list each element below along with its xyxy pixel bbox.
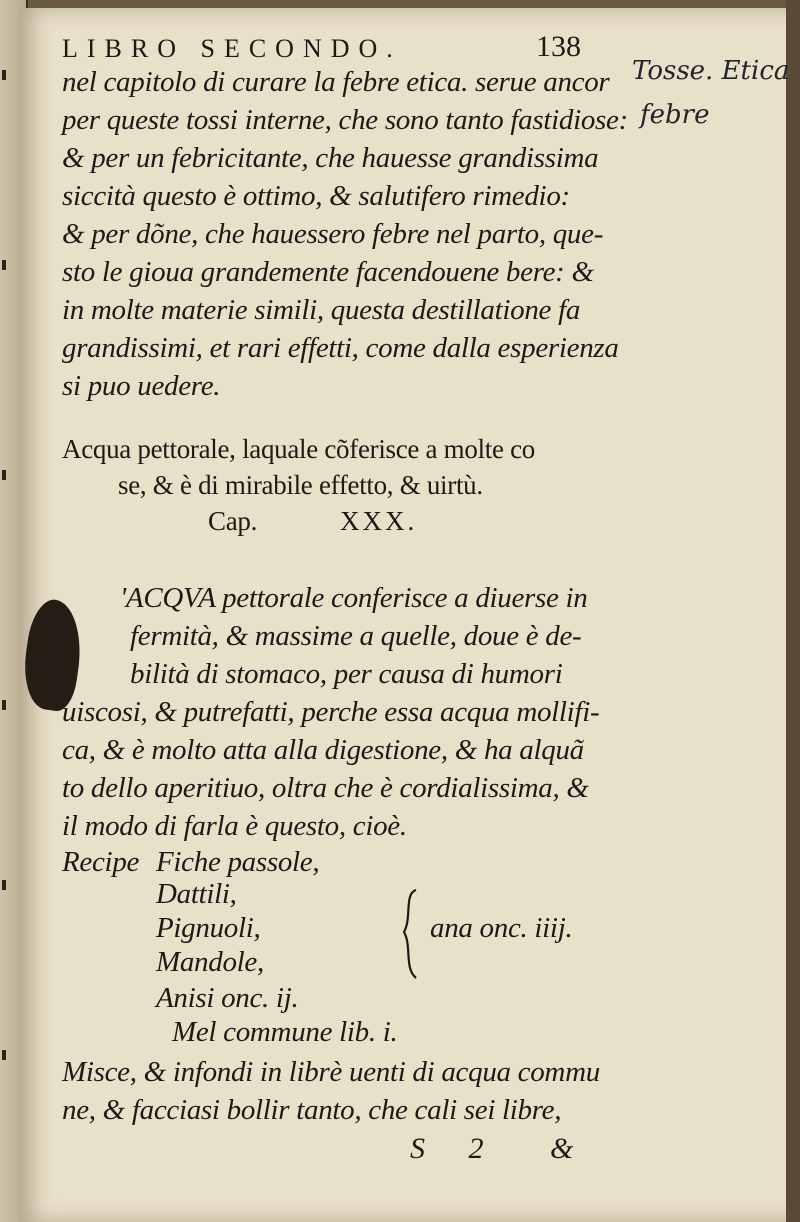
chapter-number: XXX. [340,506,418,536]
running-head: LIBRO SECONDO. [62,34,402,63]
recipe-item: Mandole, [156,946,264,978]
chapter-title-line-1: Acqua pettorale, laquale cõferisce a molte co [62,434,536,464]
chapter-body-line: 'ACQVA pettorale conferisce a diuerse in [120,582,588,614]
body-line: siccità questo è ottimo, & salutifero rimedio: [62,180,570,212]
margin-note-2: febre [640,100,710,130]
body-line: in molte materie simili, questa destillatione fa [62,294,581,326]
closing-line: ne, & facciasi bollir tanto, che cali sei libre, [62,1094,562,1126]
recipe-item: Mel commune lib. i. [172,1016,398,1048]
signature-mark: S 2 [410,1132,502,1165]
edge-mark [2,70,6,80]
recipe-item: Fiche passole, [156,846,320,878]
recipe-quantity: ana onc. iiij. [430,912,573,944]
catchword: & [550,1132,574,1165]
chapter-body-line: ca, & è molto atta alla digestione, & ha alquã [62,734,584,766]
edge-mark [2,700,6,710]
recipe-item: Dattili, [156,878,237,910]
closing-line: Misce, & infondi in librè uenti di acqua commu [62,1056,600,1088]
body-line: & per dõne, che hauessero febre nel parto, que- [62,218,604,250]
edge-mark [2,880,6,890]
body-line: grandissimi, et rari effetti, come dalla esperienza [62,332,619,364]
recipe-brace [398,888,422,980]
margin-note-1: Tosse. Etica [632,56,790,86]
page-number: 138 [536,30,581,63]
chapter-label: Cap. [208,506,258,536]
body-line: si puo uedere. [62,370,221,402]
chapter-body-line: il modo di farla è questo, cioè. [62,810,407,842]
recipe-item: Anisi onc. ij. [156,982,299,1014]
edge-mark [2,1050,6,1060]
chapter-body-line: to dello aperitiuo, oltra che è cordialissima, & [62,772,589,804]
body-line: & per un febricitante, che hauesse grandissima [62,142,599,174]
edge-mark [2,470,6,480]
recipe-label: Recipe [62,846,140,878]
chapter-body-line: uiscosi, & putrefatti, perche essa acqua mollifi- [62,696,600,728]
chapter-body-line: fermità, & massime a quelle, doue è de- [130,620,582,652]
body-line: nel capitolo di curare la febre etica. serue ancor [62,66,610,98]
body-line: per queste tossi interne, che sono tanto fastidiose: [62,104,628,136]
binding-edge [786,0,800,1222]
chapter-body-line: bilità di stomaco, per causa di humori [130,658,563,690]
chapter-title-line-2: se, & è di mirabile effetto, & uirtù. [118,470,483,500]
body-line: sto le gioua grandemente facendouene bere: & [62,256,594,288]
recipe-item: Pignuoli, [156,912,261,944]
edge-mark [2,260,6,270]
